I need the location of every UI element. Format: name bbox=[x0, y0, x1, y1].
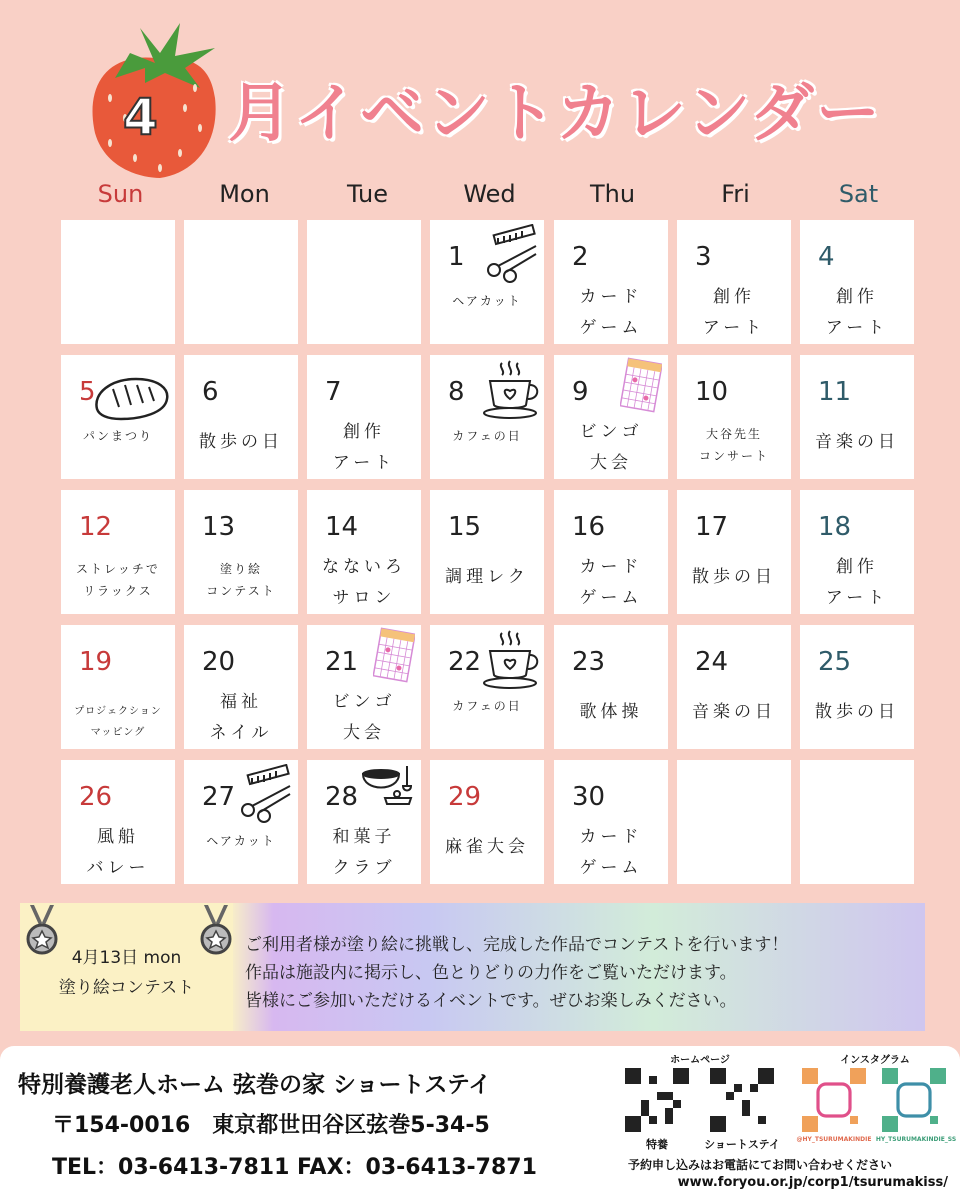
event-label: サロン bbox=[332, 588, 396, 608]
event-label: ゲーム bbox=[579, 588, 643, 608]
calendar-day-22[interactable] bbox=[430, 625, 544, 749]
event-label: 調理レク bbox=[445, 567, 529, 587]
event-label: カード bbox=[579, 287, 643, 307]
contest-text-line: 皆様にご参加いただけるイベントです。ぜひお楽しみください。 bbox=[245, 991, 737, 1011]
event-label: アート bbox=[825, 588, 889, 608]
calendar-day-27[interactable] bbox=[184, 760, 298, 884]
event-label: 散歩の日 bbox=[815, 702, 899, 722]
calendar-day-12[interactable] bbox=[61, 490, 175, 614]
event-label: クラブ bbox=[332, 858, 396, 878]
event-label: 福祉 bbox=[220, 692, 262, 712]
day-header-tue: Tue bbox=[347, 180, 388, 208]
website-url[interactable]: www.foryou.or.jp/corp1/tsurumakiss/ bbox=[677, 1175, 948, 1190]
event-label: 大会 bbox=[590, 453, 632, 473]
calendar-day-20[interactable] bbox=[184, 625, 298, 749]
event-label: ヘアカット bbox=[206, 834, 276, 848]
bingo-card-icon bbox=[620, 357, 662, 419]
matcha-bowl-icon bbox=[359, 764, 419, 816]
calendar-day-23[interactable] bbox=[554, 625, 668, 749]
contest-text-line: ご利用者様が塗り絵に挑戦し、完成した作品でコンテストを行います！ bbox=[245, 935, 789, 955]
contest-date: 4月13日 mon bbox=[71, 948, 182, 968]
day-number: 29 bbox=[448, 782, 482, 812]
calendar-day-5[interactable] bbox=[61, 355, 175, 479]
event-label: カフェの日 bbox=[452, 429, 522, 443]
event-label: ストレッチで bbox=[76, 562, 160, 576]
instagram-handle: @HY_TSURUMAKINDIE bbox=[796, 1136, 872, 1143]
calendar-day-15[interactable] bbox=[430, 490, 544, 614]
event-label: 和菓子 bbox=[332, 827, 396, 847]
qr-code-icon[interactable] bbox=[710, 1068, 774, 1132]
scissors-comb-icon bbox=[480, 224, 544, 290]
day-number: 27 bbox=[202, 782, 236, 812]
day-number: 30 bbox=[572, 782, 606, 812]
calendar-day-6[interactable] bbox=[184, 355, 298, 479]
bingo-card-icon bbox=[373, 627, 415, 689]
calendar-empty-cell bbox=[307, 220, 421, 344]
calendar-day-10[interactable] bbox=[677, 355, 791, 479]
day-number: 2 bbox=[572, 242, 589, 272]
event-label: コンサート bbox=[698, 449, 769, 463]
qr-code-icon[interactable] bbox=[625, 1068, 689, 1132]
month-number: 4 bbox=[123, 88, 158, 146]
qr-label-shortstay: ショートステイ bbox=[704, 1138, 780, 1151]
event-label: リラックス bbox=[83, 584, 153, 598]
event-label: カード bbox=[579, 827, 643, 847]
calendar-day-25[interactable] bbox=[800, 625, 914, 749]
instagram-label: インスタグラム bbox=[840, 1055, 910, 1066]
instagram-handle-ss: HY_TSURUMAKINDIE_SS bbox=[875, 1136, 957, 1143]
calendar-day-9[interactable] bbox=[554, 355, 668, 479]
event-label: アート bbox=[825, 318, 889, 338]
facility-name: 特別養護老人ホーム 弦巻の家 ショートステイ bbox=[18, 1072, 492, 1098]
calendar-day-19[interactable] bbox=[61, 625, 175, 749]
calendar-day-11[interactable] bbox=[800, 355, 914, 479]
page-title: 月イベントカレンダー bbox=[228, 77, 882, 151]
day-number: 8 bbox=[448, 377, 465, 407]
contest-text-line: 作品は施設内に掲示し、色とりどりの力作をご覧いただけます。 bbox=[245, 963, 737, 983]
event-label: ゲーム bbox=[579, 858, 643, 878]
scissors-comb-icon bbox=[234, 764, 298, 830]
calendar-empty-cell bbox=[184, 220, 298, 344]
coffee-cup-icon bbox=[482, 629, 542, 695]
day-number: 15 bbox=[448, 512, 482, 542]
event-label: カフェの日 bbox=[452, 699, 522, 713]
day-number: 7 bbox=[325, 377, 342, 407]
event-label: バレー bbox=[86, 858, 150, 878]
calendar-day-2[interactable] bbox=[554, 220, 668, 344]
day-number: 3 bbox=[695, 242, 712, 272]
calendar-day-18[interactable] bbox=[800, 490, 914, 614]
facility-address: 〒154-0016 東京都世田谷区弦巻5-34-5 bbox=[52, 1113, 490, 1138]
event-label: 音楽の日 bbox=[815, 432, 899, 452]
day-number: 19 bbox=[79, 647, 113, 677]
day-number: 20 bbox=[202, 647, 236, 677]
day-number: 6 bbox=[202, 377, 219, 407]
day-number: 16 bbox=[572, 512, 606, 542]
event-label: ビンゴ bbox=[332, 692, 396, 712]
calendar-empty-cell bbox=[677, 760, 791, 884]
event-label: ヘアカット bbox=[452, 294, 522, 308]
event-label: 音楽の日 bbox=[692, 702, 776, 722]
calendar-day-28[interactable] bbox=[307, 760, 421, 884]
day-number: 9 bbox=[572, 377, 589, 407]
day-header-thu: Thu bbox=[589, 180, 636, 208]
day-number: 1 bbox=[448, 242, 465, 272]
day-number: 28 bbox=[325, 782, 359, 812]
day-number: 4 bbox=[818, 242, 835, 272]
day-header-sat: Sat bbox=[838, 180, 879, 208]
calendar-day-1[interactable] bbox=[430, 220, 544, 344]
day-number: 14 bbox=[325, 512, 359, 542]
day-header-wed: Wed bbox=[463, 180, 516, 208]
event-label: 散歩の日 bbox=[692, 567, 776, 587]
day-number: 24 bbox=[695, 647, 729, 677]
calendar-day-3[interactable] bbox=[677, 220, 791, 344]
event-label: 大会 bbox=[343, 723, 385, 743]
qr-label-tokuyou: 特養 bbox=[646, 1138, 668, 1151]
calendar-day-8[interactable] bbox=[430, 355, 544, 479]
facility-phone-fax: TEL：03-6413-7811 FAX：03-6413-7871 bbox=[52, 1155, 537, 1180]
event-label: 大谷先生 bbox=[705, 427, 762, 441]
event-label: ネイル bbox=[209, 723, 273, 743]
event-label: 創作 bbox=[836, 557, 878, 577]
event-label: プロジェクション bbox=[74, 706, 162, 717]
bread-icon bbox=[91, 373, 171, 427]
reservation-note: 予約申し込みはお電話にてお問い合わせください bbox=[628, 1158, 893, 1172]
calendar-day-21[interactable] bbox=[307, 625, 421, 749]
day-header-fri: Fri bbox=[721, 180, 750, 208]
qr-code-icon[interactable] bbox=[802, 1068, 866, 1132]
event-label: なないろ bbox=[322, 557, 406, 577]
calendar-day-13[interactable] bbox=[184, 490, 298, 614]
calendar-day-7[interactable] bbox=[307, 355, 421, 479]
event-label: 麻雀大会 bbox=[445, 837, 529, 857]
qr-code-icon[interactable] bbox=[882, 1068, 946, 1132]
calendar-day-16[interactable] bbox=[554, 490, 668, 614]
event-label: コンテスト bbox=[206, 584, 276, 598]
event-label: 創作 bbox=[343, 422, 385, 442]
event-label: カード bbox=[579, 557, 643, 577]
contest-label: 塗り絵コンテスト bbox=[58, 978, 195, 998]
day-header-sun: Sun bbox=[97, 180, 144, 208]
calendar-day-4[interactable] bbox=[800, 220, 914, 344]
event-label: 塗り絵 bbox=[219, 562, 262, 576]
day-number: 26 bbox=[79, 782, 113, 812]
day-number: 10 bbox=[695, 377, 729, 407]
event-label: 歌体操 bbox=[579, 702, 643, 722]
event-label: 創作 bbox=[713, 287, 755, 307]
calendar-day-24[interactable] bbox=[677, 625, 791, 749]
event-label: アート bbox=[702, 318, 766, 338]
day-number: 17 bbox=[695, 512, 729, 542]
calendar-day-30[interactable] bbox=[554, 760, 668, 884]
day-number: 13 bbox=[202, 512, 236, 542]
event-label: 創作 bbox=[836, 287, 878, 307]
day-number: 21 bbox=[325, 647, 359, 677]
day-number: 11 bbox=[818, 377, 852, 407]
event-label: 風船 bbox=[97, 827, 139, 847]
calendar-day-26[interactable] bbox=[61, 760, 175, 884]
calendar-day-14[interactable] bbox=[307, 490, 421, 614]
calendar-empty-cell bbox=[800, 760, 914, 884]
calendar-day-29[interactable] bbox=[430, 760, 544, 884]
day-number: 25 bbox=[818, 647, 852, 677]
calendar-day-17[interactable] bbox=[677, 490, 791, 614]
day-number: 12 bbox=[79, 512, 113, 542]
day-header-mon: Mon bbox=[219, 180, 270, 208]
event-label: マッピング bbox=[90, 727, 146, 738]
day-number: 5 bbox=[79, 377, 96, 407]
event-label: アート bbox=[332, 453, 396, 473]
event-label: ビンゴ bbox=[579, 422, 643, 442]
calendar-empty-cell bbox=[61, 220, 175, 344]
event-label: 散歩の日 bbox=[199, 432, 283, 452]
day-number: 18 bbox=[818, 512, 852, 542]
day-number: 22 bbox=[448, 647, 482, 677]
coffee-cup-icon bbox=[482, 359, 542, 425]
event-label: パンまつり bbox=[82, 429, 153, 443]
homepage-label: ホームページ bbox=[670, 1055, 730, 1066]
event-label: ゲーム bbox=[579, 318, 643, 338]
day-number: 23 bbox=[572, 647, 606, 677]
